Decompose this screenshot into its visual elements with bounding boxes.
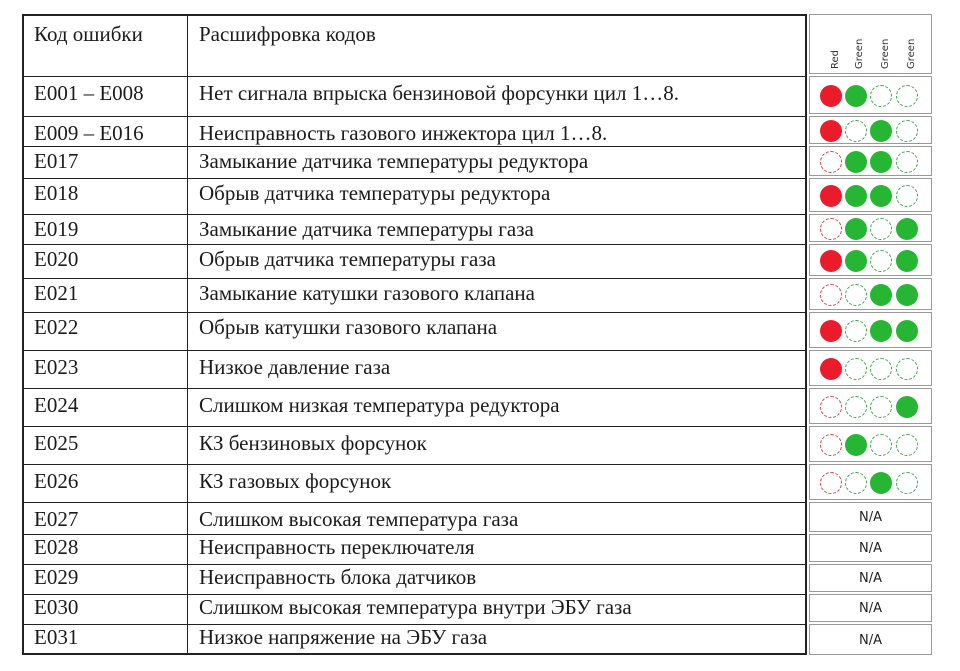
led-header-green: Green	[906, 38, 917, 69]
green-led-on-icon	[845, 151, 867, 173]
table-row	[24, 624, 805, 657]
error-description: Замыкание катушки газового клапана	[199, 281, 535, 305]
led-cell	[809, 116, 932, 144]
led-cell	[809, 350, 932, 386]
table-row	[24, 278, 805, 312]
led-header-red: Red	[830, 50, 841, 69]
error-description: Замыкание датчика температуры редуктора	[199, 149, 589, 173]
error-code: E031	[34, 625, 79, 649]
table-row	[24, 178, 805, 214]
table-row	[24, 116, 805, 146]
error-description: Обрыв датчика температуры газа	[199, 247, 496, 271]
table-row	[24, 76, 805, 116]
red-led-on-icon	[820, 120, 842, 142]
error-description: Нет сигнала впрыска бензиновой форсунки цил 1…8.	[199, 81, 679, 105]
green-led-off-icon	[896, 85, 918, 107]
error-code: E022	[34, 315, 79, 339]
header-desc: Расшифровка кодов	[199, 22, 376, 46]
green-led-on-icon	[896, 250, 918, 272]
green-led-on-icon	[845, 218, 867, 240]
error-code: E009 – E016	[34, 121, 144, 145]
green-led-on-icon	[870, 120, 892, 142]
error-description: Низкое давление газа	[199, 355, 391, 379]
led-cell	[809, 594, 932, 622]
error-code: E025	[34, 431, 79, 455]
green-led-on-icon	[870, 185, 892, 207]
green-led-on-icon	[896, 218, 918, 240]
error-description: Замыкание датчика температуры газа	[199, 217, 534, 241]
green-led-off-icon	[896, 358, 918, 380]
green-led-off-icon	[870, 218, 892, 240]
red-led-on-icon	[820, 85, 842, 107]
error-code: E026	[34, 469, 79, 493]
green-led-on-icon	[870, 472, 892, 494]
table-row	[24, 534, 805, 564]
table-row	[24, 244, 805, 278]
error-description: Неисправность переключателя	[199, 535, 475, 559]
not-applicable-label: N/A	[859, 601, 882, 616]
red-led-on-icon	[820, 185, 842, 207]
error-code: E021	[34, 281, 79, 305]
green-led-off-icon	[870, 85, 892, 107]
led-cell	[809, 278, 932, 310]
red-led-off-icon	[820, 396, 842, 418]
error-code: E027	[34, 507, 79, 531]
green-led-off-icon	[896, 185, 918, 207]
led-cell	[809, 502, 932, 532]
led-cell	[809, 178, 932, 212]
table-row	[24, 502, 805, 534]
table-row	[24, 564, 805, 594]
green-led-off-icon	[896, 151, 918, 173]
red-led-off-icon	[820, 284, 842, 306]
error-code: E024	[34, 393, 79, 417]
green-led-off-icon	[870, 358, 892, 380]
error-description: Неисправность газового инжектора цил 1…8.	[199, 121, 608, 145]
led-header-green: Green	[854, 38, 865, 69]
red-led-off-icon	[820, 434, 842, 456]
red-led-on-icon	[820, 358, 842, 380]
green-led-off-icon	[870, 434, 892, 456]
error-description: Слишком низкая температура редуктора	[199, 393, 560, 417]
green-led-on-icon	[896, 396, 918, 418]
error-code: E019	[34, 217, 79, 241]
green-led-off-icon	[870, 250, 892, 272]
led-cell	[809, 388, 932, 424]
table-header-row	[24, 16, 805, 76]
led-cell	[809, 464, 932, 500]
table-row	[24, 464, 805, 502]
not-applicable-label: N/A	[859, 632, 882, 648]
green-led-off-icon	[845, 396, 867, 418]
led-cell	[809, 426, 932, 462]
error-code: E018	[34, 181, 79, 205]
green-led-off-icon	[896, 434, 918, 456]
not-applicable-label: N/A	[859, 510, 882, 525]
table-row	[24, 146, 805, 178]
error-description: КЗ бензиновых форсунок	[199, 431, 427, 455]
led-cell	[809, 624, 932, 655]
led-cell	[809, 534, 932, 562]
green-led-on-icon	[870, 151, 892, 173]
led-header-green: Green	[880, 38, 891, 69]
not-applicable-label: N/A	[859, 541, 882, 556]
error-description: Слишком высокая температура внутри ЭБУ газа	[199, 595, 632, 619]
green-led-on-icon	[896, 320, 918, 342]
green-led-off-icon	[845, 358, 867, 380]
header-code: Код ошибки	[34, 22, 143, 46]
error-code: E023	[34, 355, 79, 379]
not-applicable-label: N/A	[859, 571, 882, 586]
green-led-on-icon	[870, 284, 892, 306]
error-description: КЗ газовых форсунок	[199, 469, 392, 493]
error-description: Слишком высокая температура газа	[199, 507, 519, 531]
table-row	[24, 350, 805, 388]
error-code: E017	[34, 149, 79, 173]
green-led-on-icon	[896, 284, 918, 306]
green-led-on-icon	[845, 85, 867, 107]
error-code: E001 – E008	[34, 81, 144, 105]
green-led-off-icon	[845, 284, 867, 306]
error-description: Низкое напряжение на ЭБУ газа	[199, 625, 488, 649]
green-led-on-icon	[845, 185, 867, 207]
table-row	[24, 388, 805, 426]
green-led-on-icon	[870, 320, 892, 342]
green-led-on-icon	[845, 250, 867, 272]
table-row	[24, 312, 805, 350]
led-cell	[809, 146, 932, 176]
led-cell	[809, 312, 932, 348]
table-row	[24, 594, 805, 624]
led-header-cell	[809, 14, 932, 74]
error-code: E030	[34, 595, 79, 619]
red-led-on-icon	[820, 320, 842, 342]
error-code: E028	[34, 535, 79, 559]
error-description: Неисправность блока датчиков	[199, 565, 477, 589]
red-led-off-icon	[820, 472, 842, 494]
led-cell	[809, 76, 932, 114]
table-row	[24, 426, 805, 464]
error-description: Обрыв катушки газового клапана	[199, 315, 498, 339]
green-led-off-icon	[896, 120, 918, 142]
led-cell	[809, 244, 932, 276]
green-led-off-icon	[870, 396, 892, 418]
error-description: Обрыв датчика температуры редуктора	[199, 181, 551, 205]
green-led-off-icon	[845, 472, 867, 494]
error-code-table	[22, 14, 807, 655]
red-led-off-icon	[820, 151, 842, 173]
led-cell	[809, 564, 932, 592]
red-led-on-icon	[820, 250, 842, 272]
led-cell	[809, 214, 932, 242]
led-indicator-column	[809, 14, 932, 655]
green-led-on-icon	[845, 434, 867, 456]
green-led-off-icon	[845, 320, 867, 342]
error-code: E029	[34, 565, 79, 589]
red-led-off-icon	[820, 218, 842, 240]
green-led-off-icon	[845, 120, 867, 142]
error-code: E020	[34, 247, 79, 271]
green-led-off-icon	[896, 472, 918, 494]
table-row	[24, 214, 805, 244]
